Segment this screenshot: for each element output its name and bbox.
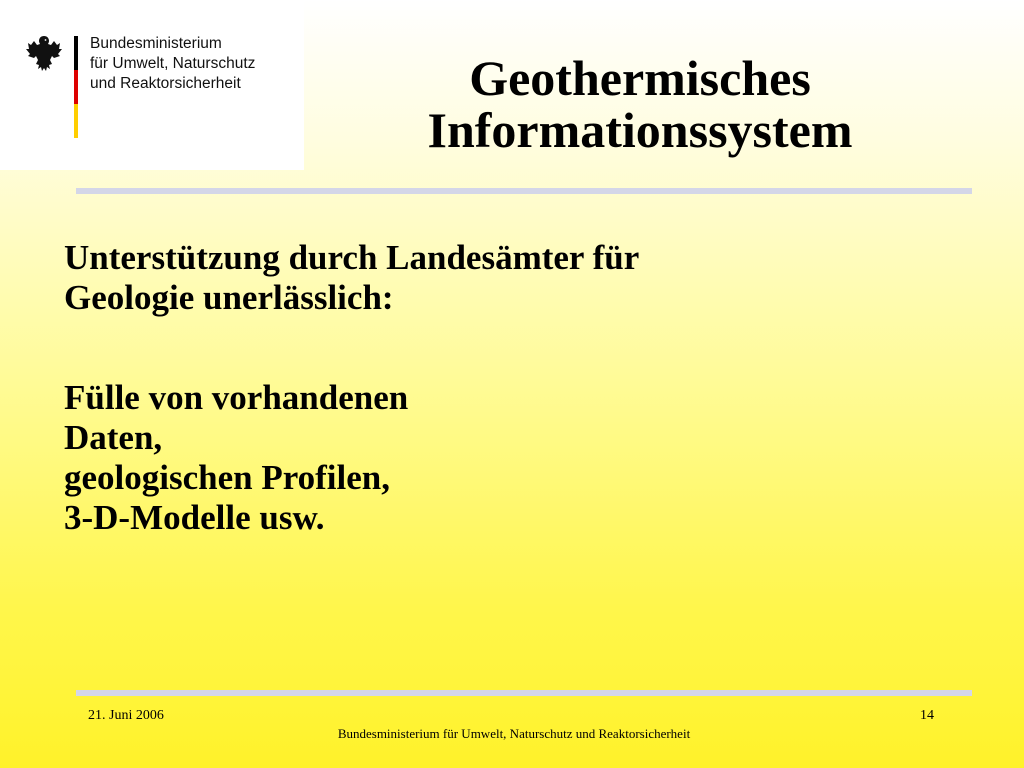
paragraph-data-line-4: 3-D-Modelle usw. xyxy=(64,498,325,537)
footer-organization: Bundesministerium für Umwelt, Naturschutz und Reaktorsicherheit xyxy=(337,726,691,741)
ministry-line-3: und Reaktorsicherheit xyxy=(90,75,241,92)
title-line-1: Geothermisches xyxy=(469,50,811,106)
paragraph-support-line-1: Unterstützung durch Landesämter für xyxy=(64,238,640,277)
title-divider xyxy=(76,188,972,194)
paragraph-support xyxy=(64,238,864,318)
federal-eagle-icon xyxy=(24,32,64,74)
paragraph-data xyxy=(64,378,664,538)
paragraph-data-line-3: geologischen Profilen, xyxy=(64,458,390,497)
paragraph-support-line-2: Geologie unerlässlich: xyxy=(64,278,394,317)
ministry-line-2: für Umwelt, Naturschutz xyxy=(90,55,256,72)
german-flag-stripe xyxy=(74,36,78,138)
page-number: 14 xyxy=(920,708,934,723)
title-line-2: Informationssystem xyxy=(427,102,853,158)
footer-divider xyxy=(76,690,972,696)
ministry-line-1: Bundesministerium xyxy=(90,35,222,52)
slide-title xyxy=(360,52,920,156)
flag-gold-band xyxy=(74,104,78,138)
ministry-name xyxy=(90,34,255,94)
footer-date: 21. Juni 2006 xyxy=(88,708,164,723)
paragraph-data-line-2: Daten, xyxy=(64,418,163,457)
flag-black-band xyxy=(74,36,78,70)
ministry-logo xyxy=(0,0,304,170)
flag-red-band xyxy=(74,70,78,104)
paragraph-data-line-1: Fülle von vorhandenen xyxy=(64,378,409,417)
